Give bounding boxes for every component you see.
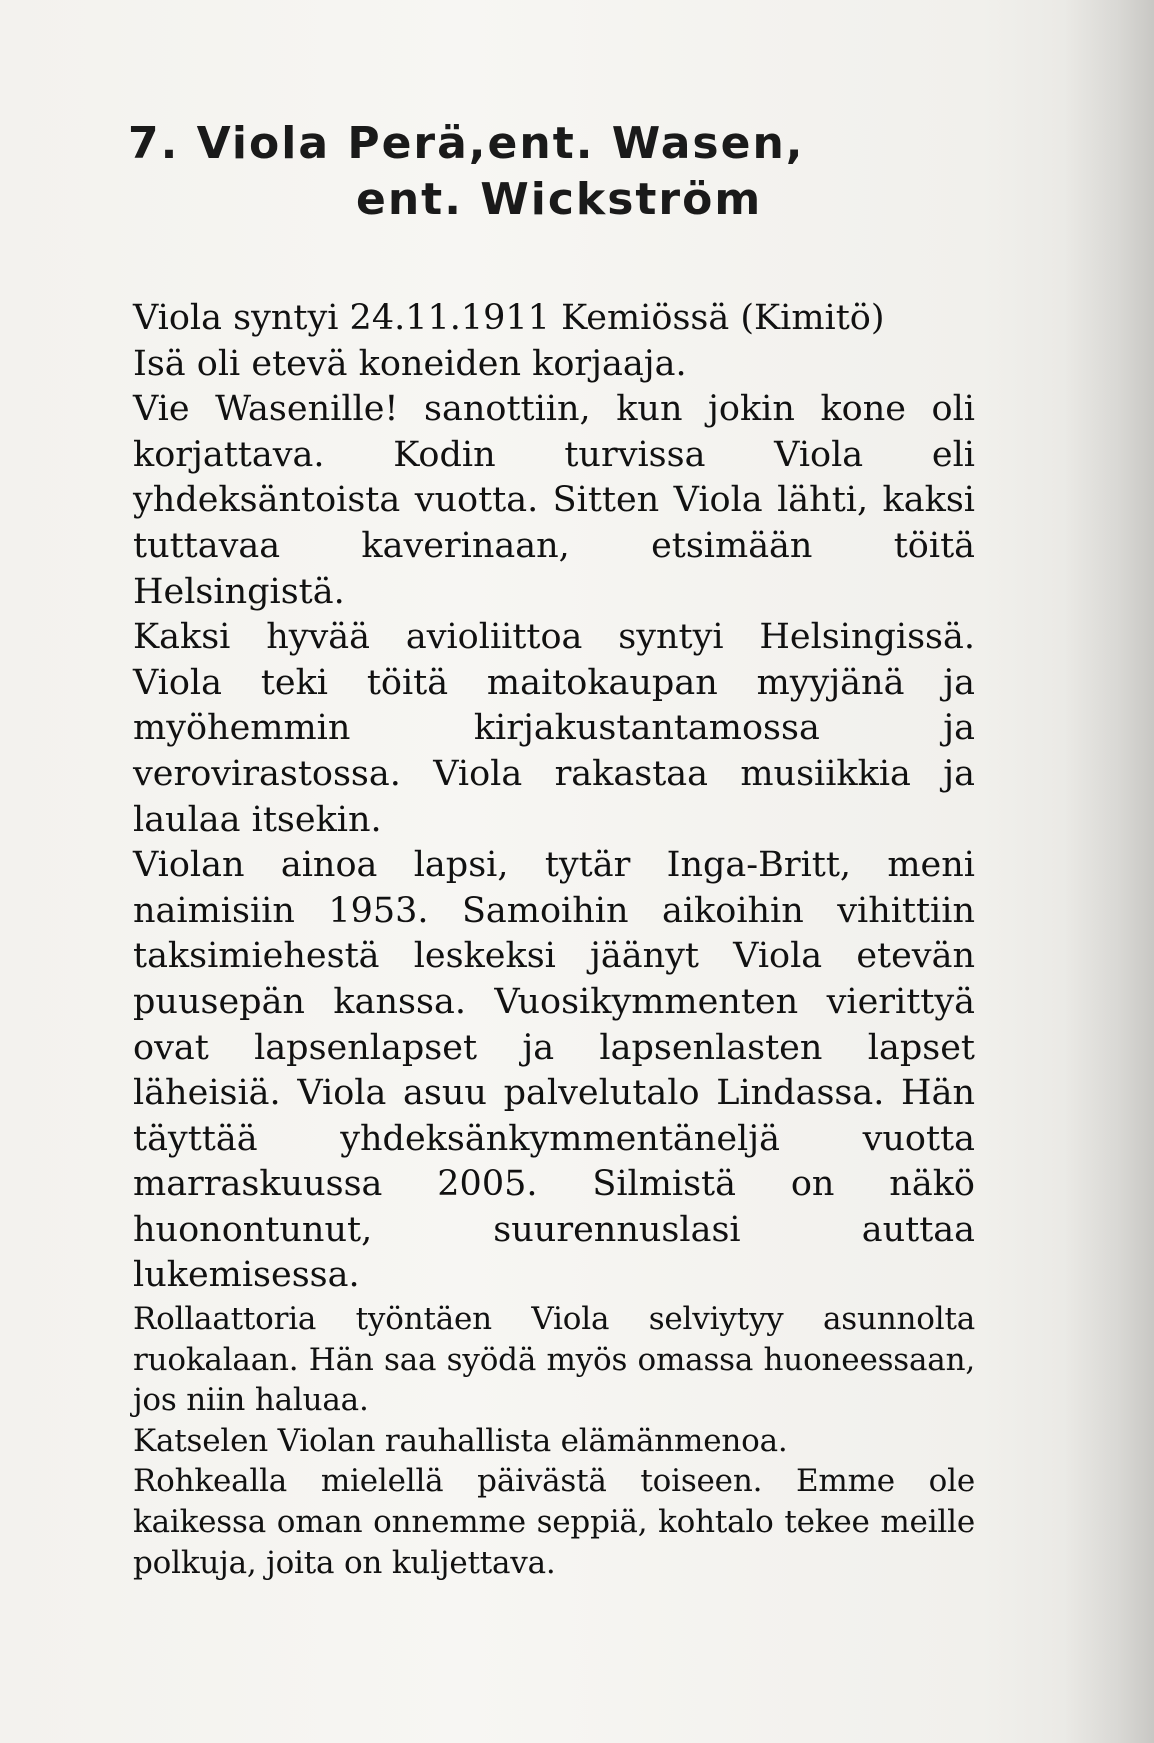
paragraph-father: Isä oli etevä koneiden korjaaja. [133,343,687,384]
paragraph-family: Violan ainoa lapsi, tytär Inga-Britt, meni naimisiin 1953. Samoihin aikoihin vihittiin taksimiehestä leskeksi jäänyt Viola etevän puusepän kanssa. Vuosikymmenten vierittyä ovat lapsenlapset ja lapsenlasten lapset läheisiä. Viola asuu palvelutalo Lindassa. Hän täyttää yhdeksänkymmentäneljä vuotta marraskuussa 2005. Silmistä on näkö huonontunut, suurennuslasi auttaa lukemisessa. [133,845,975,1296]
paragraph-birth: Viola syntyi 24.11.1911 Kemiössä (Kimitö) [133,298,885,338]
paragraph-marriages: Kaksi hyvää avioliittoa syntyi Helsingissä. Viola teki töitä maitokaupan myyjänä ja myöhemmin kirjakustantamossa ja verovirastossa. Viola rakastaa musiikkia ja laulaa itsekin. [133,617,975,840]
chapter-title [128,116,1028,228]
paragraph-youth: Vie Wasenille! sanottiin, kun jokin kone oli korjattava. Kodin turvissa Viola eli yhdeksäntoista vuotta. Sitten Viola lähti, kaksi tuttavaa kaverinaan, etsimään töitä Helsingistä. [133,389,975,612]
page-gutter-shadow [1064,0,1154,1743]
chapter-title-line-2: ent. Wickström [356,174,763,225]
paragraph-closing: Rohkealla mielellä päivästä toiseen. Emme ole kaikessa oman onnemme seppiä, kohtalo tekee meille polkuja, joita on kuljettava. [133,1463,975,1581]
paragraph-daily-life: Rollaattoria työntäen Viola selviytyy asunnolta ruokalaan. Hän saa syödä myös omassa huoneessaan, jos niin haluaa. [133,1301,975,1419]
body-text [133,296,975,1583]
paragraph-observation: Katselen Violan rauhallista elämänmenoa. [133,1422,788,1459]
chapter-title-line-1: 7. Viola Perä,ent. Wasen, [128,118,805,169]
